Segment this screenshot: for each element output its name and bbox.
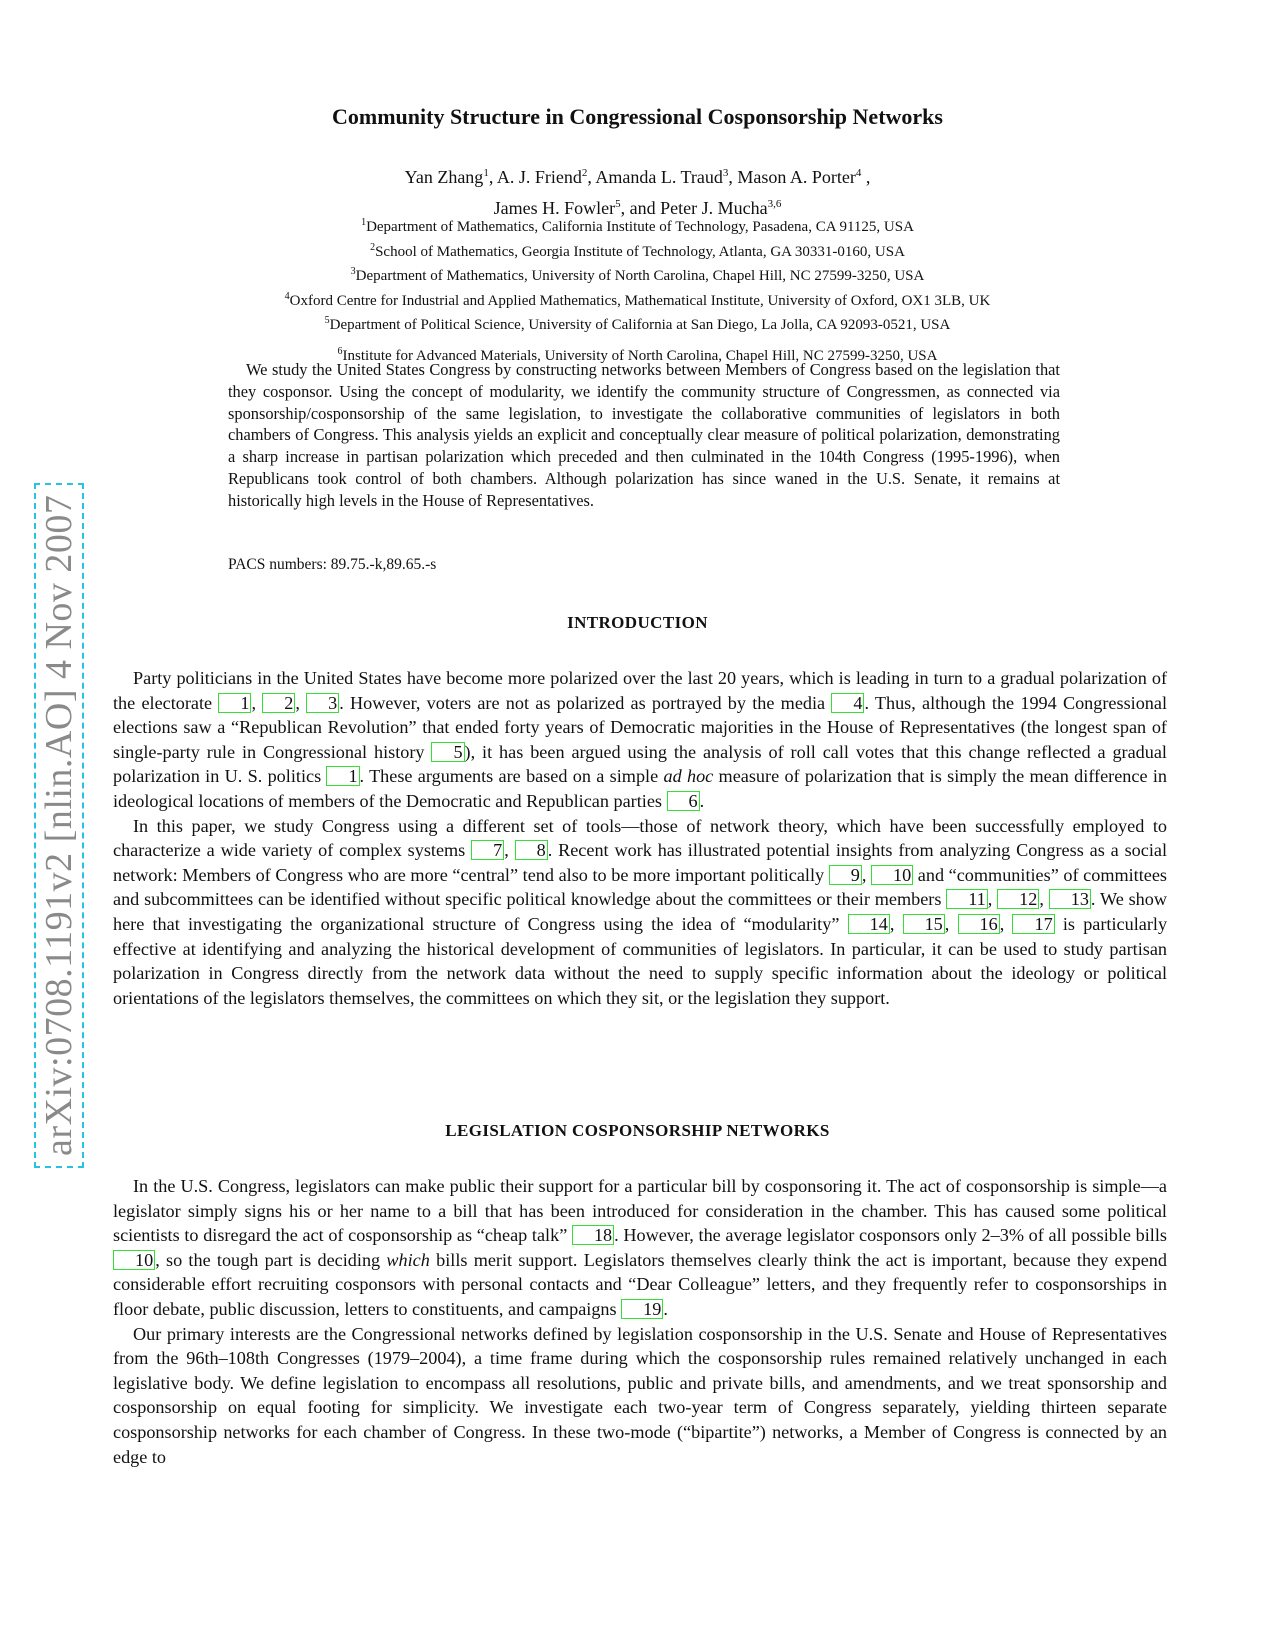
author-name: and Peter J. Mucha xyxy=(629,198,768,218)
text-run: , xyxy=(861,864,871,885)
author-name: A. J. Friend xyxy=(496,167,582,187)
affiliation-text: Institute for Advanced Materials, University of North Carolina, Chapel Hill, NC 27599-3250, USA xyxy=(342,347,938,364)
text-run: , xyxy=(889,913,903,934)
text-run: , xyxy=(295,692,307,713)
paragraph xyxy=(113,814,1167,1011)
pacs-numbers: PACS numbers: 89.75.-k,89.65.-s xyxy=(228,556,437,573)
citation-link[interactable]: 15 xyxy=(903,914,945,934)
affiliation xyxy=(0,311,1275,336)
author-affil-mark: 3 xyxy=(722,167,729,179)
text-run: . xyxy=(663,1298,668,1319)
paragraph xyxy=(113,666,1167,814)
author-name: Yan Zhang xyxy=(404,167,484,187)
citation-link[interactable]: 1 xyxy=(218,693,251,713)
affiliation-text: School of Mathematics, Georgia Institute of Technology, Atlanta, GA 30331-0160, USA xyxy=(375,243,905,260)
text-run: Party politicians in the United States have become more polarized over the last 20 years, which is leading in turn to a gradual polarization of the electorate xyxy=(113,668,1167,713)
affiliation-text: Oxford Centre for Industrial and Applied Mathematics, Mathematical Institute, University of Oxford, OX1 3LB, UK xyxy=(289,292,991,309)
citation-link[interactable]: 10 xyxy=(871,865,913,885)
text-run: . These arguments are based on a simple xyxy=(359,766,664,787)
citation-link[interactable]: 11 xyxy=(946,889,988,909)
text-run: , xyxy=(251,692,263,713)
text-run: , xyxy=(944,913,958,934)
affiliation-list xyxy=(0,213,1275,366)
text-run: bills merit support. Legislators themselves clearly think the act is important, because they expend considerable effort recruiting cosponsors with personal contacts and “Dear Colleague” letters, and they frequently refer to cosponsorships in floor debate, public discussion, letters to constituents, and campaigns xyxy=(113,1249,1167,1319)
introduction-body xyxy=(113,666,1167,1010)
text-run: , xyxy=(504,840,515,861)
citation-link[interactable]: 9 xyxy=(829,865,862,885)
text-run: , xyxy=(999,913,1013,934)
paper-title: Community Structure in Congressional Cosponsorship Networks xyxy=(332,104,943,129)
author-name: Amanda L. Traud xyxy=(595,167,723,187)
citation-link[interactable]: 8 xyxy=(515,840,548,860)
citation-link[interactable]: 19 xyxy=(621,1299,663,1319)
text-run: , xyxy=(987,889,998,910)
text-run: . Recent work has illustrated potential insights from analyzing Congress as a social network: Members of Congress who are more “central” tend also to be more important politically xyxy=(113,840,1167,885)
text-run: and “communities” of committees and subcommittees can be identified without specific political knowledge about the committees or their members xyxy=(113,864,1167,910)
text-run: . However, voters are not as polarized as portrayed by the media xyxy=(339,692,832,713)
arxiv-side-stamp[interactable]: arXiv:0708.1191v2 [nlin.AO] 4 Nov 2007 xyxy=(34,483,84,1168)
paragraph xyxy=(113,1174,1167,1322)
author-affil-mark: 2 xyxy=(581,167,588,179)
citation-link[interactable]: 17 xyxy=(1012,914,1054,934)
citation-link[interactable]: 3 xyxy=(306,693,339,713)
affiliation-text: Department of Political Science, University of California at San Diego, La Jolla, CA 92093-0521, USA xyxy=(329,317,951,333)
affiliation xyxy=(0,287,1275,312)
citation-link[interactable]: 7 xyxy=(471,840,504,860)
citation-link[interactable]: 16 xyxy=(958,914,1000,934)
author-affil-mark: 1 xyxy=(483,167,489,179)
citation-link[interactable]: 1 xyxy=(326,766,359,786)
author-affil-mark: 5 xyxy=(615,198,621,210)
text-run: is particularly effective at identifying and analyzing the historical development of communities of legislators. In particular, it can be used to study partisan polarization in Congress directly from the network data without the need to supply specific information about the ideology or political orientations of the legislators themselves, the committees on which they sit, or the legislation they support. xyxy=(113,913,1168,1008)
author-name: James H. Fowler xyxy=(493,198,616,218)
text-run: ad hoc xyxy=(663,766,714,787)
citation-link[interactable]: 10 xyxy=(113,1250,155,1270)
text-run: . xyxy=(699,790,705,811)
affiliation xyxy=(0,213,1275,238)
author-affil-mark: 4 xyxy=(855,167,862,179)
citation-link[interactable]: 6 xyxy=(667,791,700,811)
affiliation-mark: 1 xyxy=(361,217,367,228)
text-run: . We show here that investigating the organizational structure of Congress using the idea of “modularity” xyxy=(113,889,1168,934)
text-run: measure of polarization that is simply the mean difference in ideological locations of members of the Democratic and Republican parties xyxy=(113,766,1167,811)
citation-link[interactable]: 12 xyxy=(997,889,1039,909)
author-affil-mark: 3,6 xyxy=(767,198,782,210)
text-run: In the U.S. Congress, legislators can make public their support for a particular bill by cosponsoring it. The act of cosponsorship is simple—a legislator simply signs his or her name to a bill that has been introduced for consideration in the chamber. This has caused some political scientists to disregard the act of cosponsorship as “cheap talk” xyxy=(113,1176,1167,1246)
affiliation-mark: 6 xyxy=(337,345,343,357)
affiliation-mark: 3 xyxy=(350,266,356,277)
author-list: Yan Zhang$^1$, A. J. Friend$^2$, Amanda L. Traud$^3$, Mason A. Porter$^4$ , James H. Fowler$^5$, and Peter J. Mucha$^{3,6}$ xyxy=(404,167,871,218)
cosponsorship-networks-body xyxy=(113,1174,1167,1469)
text-run: , xyxy=(1039,889,1049,910)
affiliation xyxy=(0,238,1275,263)
text-run: . However, the average legislator cosponsors only 2–3% of all possible bills xyxy=(614,1225,1167,1246)
text-run: , so the tough part is deciding xyxy=(155,1249,387,1270)
text-run: In this paper, we study Congress using a different set of tools—those of network theory, which have been successfully employed to characterize a wide variety of complex systems xyxy=(113,815,1167,861)
text-run: . Thus, although the 1994 Congressional elections saw a “Republican Revolution” that ended forty years of Democratic majorities in the House of Representatives (the longest span of single-party rule in Congressional history xyxy=(113,692,1168,762)
paragraph: Our primary interests are the Congressional networks defined by legislation cosponsorship in the U.S. Senate and House of Representatives from the 96th–108th Congresses (1979–2004), a time frame during which the cosponsorship rules remained relatively unchanged in each legislative body. We define legislation to encompass all resolutions, public and private bills, and amendments, and we treat sponsorship and cosponsorship on equal footing for simplicity. We investigate each two-year term of Congress separately, yielding thirteen separate cosponsorship networks for each chamber of Congress. In these two-mode (“bipartite”) networks, a Member of Congress is connected by an edge to xyxy=(113,1323,1167,1467)
author-name: Mason A. Porter xyxy=(737,167,856,187)
affiliation-mark: 5 xyxy=(324,315,330,326)
affiliation-mark: 2 xyxy=(370,241,376,253)
text-run: which xyxy=(386,1249,430,1270)
abstract: We study the United States Congress by constructing networks between Members of Congress based on the legislation that they cosponsor. Using the concept of modularity, we identify the community structure of Congressmen, as connected via sponsorship/cosponsorship of the same legislation, to investigate the collaborative communities of legislators in both chambers of Congress. This analysis yields an explicit and conceptually clear measure of political polarization, demonstrating a sharp increase in partisan polarization which preceded and then culminated in the 104th Congress (1995-1996), when Republicans took control of both chambers. Although polarization has since waned in the U.S. Senate, it remains at historically high levels in the House of Representatives. xyxy=(228,360,1060,510)
affiliation-text: Department of Mathematics, University of North Carolina, Chapel Hill, NC 27599-3250, USA xyxy=(355,268,925,284)
affiliation-mark: 4 xyxy=(284,290,290,302)
text-run: ), it has been argued using the analysis of roll call votes that this change reflected a gradual polarization in U. S. politics xyxy=(113,741,1167,787)
affiliation-text: Department of Mathematics, California Institute of Technology, Pasadena, CA 91125, USA xyxy=(366,219,914,235)
citation-link[interactable]: 14 xyxy=(848,914,890,934)
section-heading-cosponsorship-networks: LEGISLATION COSPONSORSHIP NETWORKS xyxy=(445,1121,830,1140)
citation-link[interactable]: 18 xyxy=(572,1225,614,1245)
affiliation xyxy=(0,262,1275,287)
citation-link[interactable]: 2 xyxy=(262,693,295,713)
citation-link[interactable]: 13 xyxy=(1049,889,1091,909)
citation-link[interactable]: 5 xyxy=(431,742,464,762)
citation-link[interactable]: 4 xyxy=(831,693,864,713)
section-heading-introduction: INTRODUCTION xyxy=(567,613,708,632)
